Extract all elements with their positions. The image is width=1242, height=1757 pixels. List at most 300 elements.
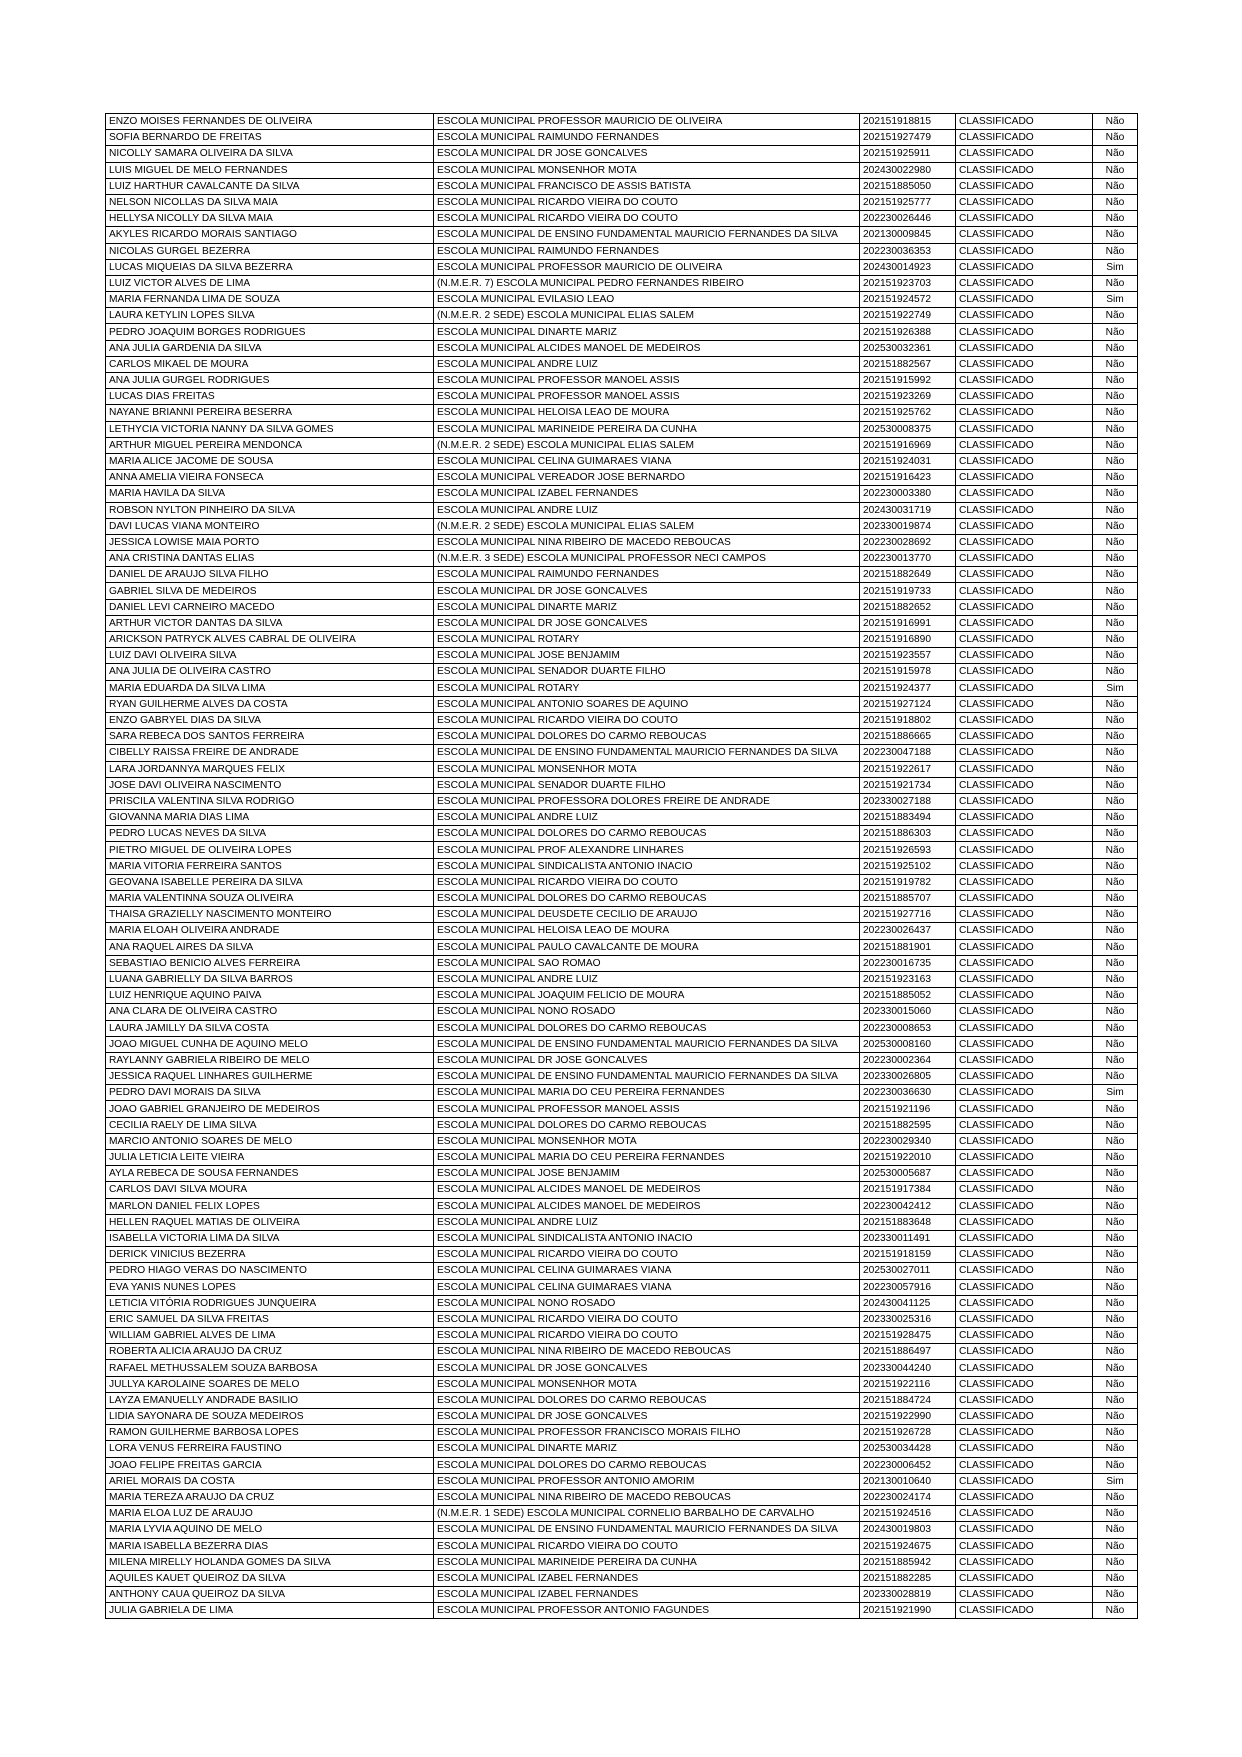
flag-cell: Não xyxy=(1093,615,1138,631)
flag-cell: Não xyxy=(1093,1295,1138,1311)
flag-cell: Não xyxy=(1093,664,1138,680)
table-row xyxy=(106,1360,1138,1376)
student-name-cell: MARIA TEREZA ARAUJO DA CRUZ xyxy=(106,1489,434,1505)
flag-cell: Não xyxy=(1093,130,1138,146)
status-cell: CLASSIFICADO xyxy=(956,194,1093,210)
flag-cell: Não xyxy=(1093,1506,1138,1522)
registration-number-cell: 202151886303 xyxy=(860,826,956,842)
student-name-cell: ROBSON NYLTON PINHEIRO DA SILVA xyxy=(106,502,434,518)
school-name-cell: ESCOLA MUNICIPAL VEREADOR JOSE BERNARDO xyxy=(434,470,860,486)
student-name-cell: ENZO GABRYEL DIAS DA SILVA xyxy=(106,712,434,728)
flag-cell: Não xyxy=(1093,1344,1138,1360)
registration-number-cell: 202151918802 xyxy=(860,712,956,728)
registration-number-cell: 202330026805 xyxy=(860,1069,956,1085)
registration-number-cell: 202230013770 xyxy=(860,551,956,567)
registration-number-cell: 202230042412 xyxy=(860,1198,956,1214)
student-name-cell: LUIZ HARTHUR CAVALCANTE DA SILVA xyxy=(106,178,434,194)
student-name-cell: PEDRO DAVI MORAIS DA SILVA xyxy=(106,1085,434,1101)
table-row xyxy=(106,194,1138,210)
status-cell: CLASSIFICADO xyxy=(956,502,1093,518)
school-name-cell: (N.M.E.R. 3 SEDE) ESCOLA MUNICIPAL PROFESSOR NECI CAMPOS xyxy=(434,551,860,567)
status-cell: CLASSIFICADO xyxy=(956,826,1093,842)
flag-cell: Não xyxy=(1093,1376,1138,1392)
school-name-cell: ESCOLA MUNICIPAL IZABEL FERNANDES xyxy=(434,486,860,502)
status-cell: CLASSIFICADO xyxy=(956,114,1093,130)
school-name-cell: ESCOLA MUNICIPAL MARIA DO CEU PEREIRA FERNANDES xyxy=(434,1150,860,1166)
status-cell: CLASSIFICADO xyxy=(956,1263,1093,1279)
student-name-cell: SOFIA BERNARDO DE FREITAS xyxy=(106,130,434,146)
student-name-cell: HELLEN RAQUEL MATIAS DE OLIVEIRA xyxy=(106,1214,434,1230)
registration-number-cell: 202151919782 xyxy=(860,874,956,890)
status-cell: CLASSIFICADO xyxy=(956,858,1093,874)
school-name-cell: ESCOLA MUNICIPAL DOLORES DO CARMO REBOUCAS xyxy=(434,1117,860,1133)
student-name-cell: LUIS MIGUEL DE MELO FERNANDES xyxy=(106,162,434,178)
table-row xyxy=(106,583,1138,599)
flag-cell: Não xyxy=(1093,1425,1138,1441)
school-name-cell: ESCOLA MUNICIPAL DEUSDETE CECILIO DE ARAUJO xyxy=(434,907,860,923)
flag-cell: Não xyxy=(1093,1328,1138,1344)
flag-cell: Não xyxy=(1093,308,1138,324)
registration-number-cell: 202430031719 xyxy=(860,502,956,518)
status-cell: CLASSIFICADO xyxy=(956,1133,1093,1149)
student-name-cell: JOAO MIGUEL CUNHA DE AQUINO MELO xyxy=(106,1036,434,1052)
status-cell: CLASSIFICADO xyxy=(956,712,1093,728)
status-cell: CLASSIFICADO xyxy=(956,891,1093,907)
status-cell: CLASSIFICADO xyxy=(956,1344,1093,1360)
student-name-cell: MARIA ELOA LUZ DE ARAUJO xyxy=(106,1506,434,1522)
flag-cell: Não xyxy=(1093,971,1138,987)
school-name-cell: ESCOLA MUNICIPAL RAIMUNDO FERNANDES xyxy=(434,243,860,259)
table-row xyxy=(106,567,1138,583)
school-name-cell: ESCOLA MUNICIPAL IZABEL FERNANDES xyxy=(434,1587,860,1603)
school-name-cell: ESCOLA MUNICIPAL JOAQUIM FELICIO DE MOURA xyxy=(434,988,860,1004)
status-cell: CLASSIFICADO xyxy=(956,1425,1093,1441)
registration-number-cell: 202151915978 xyxy=(860,664,956,680)
school-name-cell: (N.M.E.R. 2 SEDE) ESCOLA MUNICIPAL ELIAS SALEM xyxy=(434,308,860,324)
student-name-cell: ARTHUR MIGUEL PEREIRA MENDONCA xyxy=(106,437,434,453)
registration-number-cell: 202151927124 xyxy=(860,696,956,712)
student-name-cell: THAISA GRAZIELLY NASCIMENTO MONTEIRO xyxy=(106,907,434,923)
flag-cell: Não xyxy=(1093,955,1138,971)
registration-number-cell: 202151926728 xyxy=(860,1425,956,1441)
school-name-cell: ESCOLA MUNICIPAL MONSENHOR MOTA xyxy=(434,1133,860,1149)
flag-cell: Não xyxy=(1093,1247,1138,1263)
table-row xyxy=(106,1052,1138,1068)
school-name-cell: ESCOLA MUNICIPAL MARIA DO CEU PEREIRA FERNANDES xyxy=(434,1085,860,1101)
table-row xyxy=(106,405,1138,421)
student-name-cell: PIETRO MIGUEL DE OLIVEIRA LOPES xyxy=(106,842,434,858)
flag-cell: Não xyxy=(1093,1522,1138,1538)
student-name-cell: LAYZA EMANUELLY ANDRADE BASILIO xyxy=(106,1392,434,1408)
status-cell: CLASSIFICADO xyxy=(956,1214,1093,1230)
student-name-cell: CARLOS MIKAEL DE MOURA xyxy=(106,356,434,372)
status-cell: CLASSIFICADO xyxy=(956,793,1093,809)
flag-cell: Não xyxy=(1093,1603,1138,1619)
flag-cell: Não xyxy=(1093,1570,1138,1586)
registration-number-cell: 202151927479 xyxy=(860,130,956,146)
student-name-cell: ARIEL MORAIS DA COSTA xyxy=(106,1473,434,1489)
table-row xyxy=(106,729,1138,745)
registration-number-cell: 202151883648 xyxy=(860,1214,956,1230)
table-row xyxy=(106,874,1138,890)
status-cell: CLASSIFICADO xyxy=(956,324,1093,340)
flag-cell: Sim xyxy=(1093,680,1138,696)
flag-cell: Não xyxy=(1093,810,1138,826)
status-cell: CLASSIFICADO xyxy=(956,680,1093,696)
status-cell: CLASSIFICADO xyxy=(956,1150,1093,1166)
school-name-cell: (N.M.E.R. 7) ESCOLA MUNICIPAL PEDRO FERNANDES RIBEIRO xyxy=(434,275,860,291)
status-cell: CLASSIFICADO xyxy=(956,130,1093,146)
table-row xyxy=(106,826,1138,842)
registration-number-cell: 202151884724 xyxy=(860,1392,956,1408)
student-name-cell: EVA YANIS NUNES LOPES xyxy=(106,1279,434,1295)
school-name-cell: ESCOLA MUNICIPAL JOSE BENJAMIM xyxy=(434,648,860,664)
flag-cell: Não xyxy=(1093,437,1138,453)
school-name-cell: ESCOLA MUNICIPAL PROFESSOR MAURICIO DE OLIVEIRA xyxy=(434,259,860,275)
school-name-cell: ESCOLA MUNICIPAL ANDRE LUIZ xyxy=(434,1214,860,1230)
school-name-cell: ESCOLA MUNICIPAL NINA RIBEIRO DE MACEDO REBOUCAS xyxy=(434,534,860,550)
table-row xyxy=(106,1295,1138,1311)
school-name-cell: ESCOLA MUNICIPAL HELOISA LEAO DE MOURA xyxy=(434,405,860,421)
registration-number-cell: 202230016735 xyxy=(860,955,956,971)
flag-cell: Não xyxy=(1093,1069,1138,1085)
table-row xyxy=(106,437,1138,453)
status-cell: CLASSIFICADO xyxy=(956,1376,1093,1392)
registration-number-cell: 202151924675 xyxy=(860,1538,956,1554)
registration-number-cell: 202330025316 xyxy=(860,1311,956,1327)
school-name-cell: ESCOLA MUNICIPAL DOLORES DO CARMO REBOUCAS xyxy=(434,826,860,842)
table-row xyxy=(106,971,1138,987)
school-name-cell: ESCOLA MUNICIPAL FRANCISCO DE ASSIS BATISTA xyxy=(434,178,860,194)
student-name-cell: ARTHUR VICTOR DANTAS DA SILVA xyxy=(106,615,434,631)
student-name-cell: CARLOS DAVI SILVA MOURA xyxy=(106,1182,434,1198)
status-cell: CLASSIFICADO xyxy=(956,1052,1093,1068)
school-name-cell: ESCOLA MUNICIPAL CELINA GUIMARAES VIANA xyxy=(434,1279,860,1295)
registration-number-cell: 202230026437 xyxy=(860,923,956,939)
flag-cell: Não xyxy=(1093,777,1138,793)
registration-number-cell: 202230006452 xyxy=(860,1457,956,1473)
status-cell: CLASSIFICADO xyxy=(956,1069,1093,1085)
registration-number-cell: 202330019874 xyxy=(860,518,956,534)
registration-number-cell: 202530032361 xyxy=(860,340,956,356)
table-row xyxy=(106,453,1138,469)
flag-cell: Não xyxy=(1093,453,1138,469)
registration-number-cell: 202430014923 xyxy=(860,259,956,275)
flag-cell: Não xyxy=(1093,583,1138,599)
flag-cell: Não xyxy=(1093,373,1138,389)
student-name-cell: ANA CRISTINA DANTAS ELIAS xyxy=(106,551,434,567)
registration-number-cell: 202151882652 xyxy=(860,599,956,615)
registration-number-cell: 202151922116 xyxy=(860,1376,956,1392)
table-row xyxy=(106,146,1138,162)
student-name-cell: ROBERTA ALICIA ARAUJO DA CRUZ xyxy=(106,1344,434,1360)
registration-number-cell: 202530005687 xyxy=(860,1166,956,1182)
status-cell: CLASSIFICADO xyxy=(956,939,1093,955)
school-name-cell: ESCOLA MUNICIPAL SENADOR DUARTE FILHO xyxy=(434,777,860,793)
registration-number-cell: 202151886497 xyxy=(860,1344,956,1360)
status-cell: CLASSIFICADO xyxy=(956,1360,1093,1376)
table-row xyxy=(106,1182,1138,1198)
school-name-cell: ESCOLA MUNICIPAL RAIMUNDO FERNANDES xyxy=(434,130,860,146)
status-cell: CLASSIFICADO xyxy=(956,1441,1093,1457)
status-cell: CLASSIFICADO xyxy=(956,486,1093,502)
student-name-cell: DANIEL DE ARAUJO SILVA FILHO xyxy=(106,567,434,583)
registration-number-cell: 202151927716 xyxy=(860,907,956,923)
table-row xyxy=(106,534,1138,550)
registration-number-cell: 202230024174 xyxy=(860,1489,956,1505)
school-name-cell: ESCOLA MUNICIPAL DR JOSE GONCALVES xyxy=(434,1409,860,1425)
table-row xyxy=(106,988,1138,1004)
flag-cell: Não xyxy=(1093,1198,1138,1214)
status-cell: CLASSIFICADO xyxy=(956,453,1093,469)
table-row xyxy=(106,1263,1138,1279)
registration-number-cell: 202151886665 xyxy=(860,729,956,745)
student-name-cell: LUIZ HENRIQUE AQUINO PAIVA xyxy=(106,988,434,1004)
school-name-cell: ESCOLA MUNICIPAL DR JOSE GONCALVES xyxy=(434,1052,860,1068)
flag-cell: Não xyxy=(1093,793,1138,809)
flag-cell: Não xyxy=(1093,1020,1138,1036)
school-name-cell: ESCOLA MUNICIPAL DINARTE MARIZ xyxy=(434,1441,860,1457)
school-name-cell: ESCOLA MUNICIPAL JOSE BENJAMIM xyxy=(434,1166,860,1182)
status-cell: CLASSIFICADO xyxy=(956,1587,1093,1603)
status-cell: CLASSIFICADO xyxy=(956,1473,1093,1489)
student-name-cell: ANA JULIA GURGEL RODRIGUES xyxy=(106,373,434,389)
student-name-cell: JULIA GABRIELA DE LIMA xyxy=(106,1603,434,1619)
school-name-cell: ESCOLA MUNICIPAL ANDRE LUIZ xyxy=(434,810,860,826)
registration-number-cell: 202430019803 xyxy=(860,1522,956,1538)
status-cell: CLASSIFICADO xyxy=(956,810,1093,826)
table-row xyxy=(106,243,1138,259)
table-row xyxy=(106,1344,1138,1360)
school-name-cell: ESCOLA MUNICIPAL NINA RIBEIRO DE MACEDO REBOUCAS xyxy=(434,1344,860,1360)
student-name-cell: LETICIA VITÓRIA RODRIGUES JUNQUEIRA xyxy=(106,1295,434,1311)
table-row xyxy=(106,1376,1138,1392)
student-name-cell: MARIA VITORIA FERREIRA SANTOS xyxy=(106,858,434,874)
flag-cell: Não xyxy=(1093,939,1138,955)
status-cell: CLASSIFICADO xyxy=(956,259,1093,275)
status-cell: CLASSIFICADO xyxy=(956,1085,1093,1101)
status-cell: CLASSIFICADO xyxy=(956,1311,1093,1327)
school-name-cell: ESCOLA MUNICIPAL RICARDO VIEIRA DO COUTO xyxy=(434,874,860,890)
student-name-cell: ANA JULIA GARDENIA DA SILVA xyxy=(106,340,434,356)
registration-number-cell: 202430022980 xyxy=(860,162,956,178)
table-row xyxy=(106,1230,1138,1246)
status-cell: CLASSIFICADO xyxy=(956,162,1093,178)
flag-cell: Não xyxy=(1093,518,1138,534)
table-row xyxy=(106,1214,1138,1230)
status-cell: CLASSIFICADO xyxy=(956,405,1093,421)
table-row xyxy=(106,955,1138,971)
status-cell: CLASSIFICADO xyxy=(956,1328,1093,1344)
status-cell: CLASSIFICADO xyxy=(956,696,1093,712)
status-cell: CLASSIFICADO xyxy=(956,1182,1093,1198)
student-name-cell: JOAO FELIPE FREITAS GARCIA xyxy=(106,1457,434,1473)
table-row xyxy=(106,761,1138,777)
status-cell: CLASSIFICADO xyxy=(956,1538,1093,1554)
student-name-cell: ANA JULIA DE OLIVEIRA CASTRO xyxy=(106,664,434,680)
school-name-cell: ESCOLA MUNICIPAL DE ENSINO FUNDAMENTAL MAURICIO FERNANDES DA SILVA xyxy=(434,1522,860,1538)
status-cell: CLASSIFICADO xyxy=(956,648,1093,664)
registration-number-cell: 202151924572 xyxy=(860,292,956,308)
status-cell: CLASSIFICADO xyxy=(956,308,1093,324)
student-name-cell: MARIA VALENTINNA SOUZA OLIVEIRA xyxy=(106,891,434,907)
school-name-cell: ESCOLA MUNICIPAL DOLORES DO CARMO REBOUCAS xyxy=(434,891,860,907)
student-name-cell: JULIA LETICIA LEITE VIEIRA xyxy=(106,1150,434,1166)
table-row xyxy=(106,356,1138,372)
flag-cell: Não xyxy=(1093,114,1138,130)
table-row xyxy=(106,292,1138,308)
student-name-cell: LAURA KETYLIN LOPES SILVA xyxy=(106,308,434,324)
registration-number-cell: 202530008160 xyxy=(860,1036,956,1052)
status-cell: CLASSIFICADO xyxy=(956,842,1093,858)
table-row xyxy=(106,1473,1138,1489)
student-name-cell: ISABELLA VICTORIA LIMA DA SILVA xyxy=(106,1230,434,1246)
student-name-cell: ENZO MOISES FERNANDES DE OLIVEIRA xyxy=(106,114,434,130)
school-name-cell: ESCOLA MUNICIPAL RICARDO VIEIRA DO COUTO xyxy=(434,1328,860,1344)
school-name-cell: ESCOLA MUNICIPAL PROF ALEXANDRE LINHARES xyxy=(434,842,860,858)
school-name-cell: ESCOLA MUNICIPAL ALCIDES MANOEL DE MEDEIROS xyxy=(434,340,860,356)
flag-cell: Não xyxy=(1093,227,1138,243)
registration-number-cell: 202330027188 xyxy=(860,793,956,809)
status-cell: CLASSIFICADO xyxy=(956,923,1093,939)
table-row xyxy=(106,130,1138,146)
table-body xyxy=(106,114,1138,1619)
table-row xyxy=(106,907,1138,923)
flag-cell: Não xyxy=(1093,1133,1138,1149)
status-cell: CLASSIFICADO xyxy=(956,551,1093,567)
flag-cell: Não xyxy=(1093,534,1138,550)
status-cell: CLASSIFICADO xyxy=(956,211,1093,227)
table-row xyxy=(106,1311,1138,1327)
flag-cell: Não xyxy=(1093,211,1138,227)
student-name-cell: MARLON DANIEL FELIX LOPES xyxy=(106,1198,434,1214)
status-cell: CLASSIFICADO xyxy=(956,615,1093,631)
registration-number-cell: 202151919733 xyxy=(860,583,956,599)
school-name-cell: ESCOLA MUNICIPAL PROFESSOR MANOEL ASSIS xyxy=(434,373,860,389)
flag-cell: Não xyxy=(1093,1554,1138,1570)
school-name-cell: ESCOLA MUNICIPAL NONO ROSADO xyxy=(434,1004,860,1020)
table-row xyxy=(106,939,1138,955)
flag-cell: Não xyxy=(1093,874,1138,890)
school-name-cell: ESCOLA MUNICIPAL NONO ROSADO xyxy=(434,1295,860,1311)
student-name-cell: LUCAS MIQUEIAS DA SILVA BEZERRA xyxy=(106,259,434,275)
status-cell: CLASSIFICADO xyxy=(956,1247,1093,1263)
student-name-cell: RAYLANNY GABRIELA RIBEIRO DE MELO xyxy=(106,1052,434,1068)
student-name-cell: GIOVANNA MARIA DIAS LIMA xyxy=(106,810,434,826)
registration-number-cell: 202151917384 xyxy=(860,1182,956,1198)
student-name-cell: NICOLLY SAMARA OLIVEIRA DA SILVA xyxy=(106,146,434,162)
flag-cell: Não xyxy=(1093,502,1138,518)
school-name-cell: ESCOLA MUNICIPAL RICARDO VIEIRA DO COUTO xyxy=(434,1311,860,1327)
registration-number-cell: 202330015060 xyxy=(860,1004,956,1020)
flag-cell: Não xyxy=(1093,194,1138,210)
status-cell: CLASSIFICADO xyxy=(956,583,1093,599)
status-cell: CLASSIFICADO xyxy=(956,437,1093,453)
table-row xyxy=(106,1020,1138,1036)
table-row xyxy=(106,324,1138,340)
flag-cell: Não xyxy=(1093,1182,1138,1198)
flag-cell: Não xyxy=(1093,486,1138,502)
registration-number-cell: 202230008653 xyxy=(860,1020,956,1036)
school-name-cell: ESCOLA MUNICIPAL PROFESSOR MANOEL ASSIS xyxy=(434,1101,860,1117)
registration-number-cell: 202330044240 xyxy=(860,1360,956,1376)
school-name-cell: ESCOLA MUNICIPAL DR JOSE GONCALVES xyxy=(434,583,860,599)
registration-number-cell: 202151923703 xyxy=(860,275,956,291)
flag-cell: Não xyxy=(1093,146,1138,162)
registration-number-cell: 202151924377 xyxy=(860,680,956,696)
student-name-cell: ANNA AMELIA VIEIRA FONSECA xyxy=(106,470,434,486)
table-row xyxy=(106,1247,1138,1263)
student-name-cell: RYAN GUILHERME ALVES DA COSTA xyxy=(106,696,434,712)
school-name-cell: ESCOLA MUNICIPAL MONSENHOR MOTA xyxy=(434,162,860,178)
registration-number-cell: 202151916969 xyxy=(860,437,956,453)
flag-cell: Não xyxy=(1093,470,1138,486)
flag-cell: Não xyxy=(1093,1263,1138,1279)
table-row xyxy=(106,421,1138,437)
registration-number-cell: 202330011491 xyxy=(860,1230,956,1246)
status-cell: CLASSIFICADO xyxy=(956,1603,1093,1619)
student-name-cell: ARICKSON PATRYCK ALVES CABRAL DE OLIVEIRA xyxy=(106,632,434,648)
school-name-cell: ESCOLA MUNICIPAL SAO ROMAO xyxy=(434,955,860,971)
school-name-cell: ESCOLA MUNICIPAL DINARTE MARIZ xyxy=(434,599,860,615)
status-cell: CLASSIFICADO xyxy=(956,988,1093,1004)
status-cell: CLASSIFICADO xyxy=(956,1004,1093,1020)
school-name-cell: ESCOLA MUNICIPAL PROFESSORA DOLORES FREIRE DE ANDRADE xyxy=(434,793,860,809)
flag-cell: Não xyxy=(1093,1004,1138,1020)
flag-cell: Não xyxy=(1093,842,1138,858)
table-row xyxy=(106,793,1138,809)
flag-cell: Não xyxy=(1093,761,1138,777)
table-row xyxy=(106,308,1138,324)
table-row xyxy=(106,1069,1138,1085)
school-name-cell: ESCOLA MUNICIPAL MONSENHOR MOTA xyxy=(434,1376,860,1392)
status-cell: CLASSIFICADO xyxy=(956,664,1093,680)
registration-number-cell: 202530008375 xyxy=(860,421,956,437)
student-name-cell: MARIA HAVILA DA SILVA xyxy=(106,486,434,502)
table-row xyxy=(106,1587,1138,1603)
status-cell: CLASSIFICADO xyxy=(956,178,1093,194)
status-cell: CLASSIFICADO xyxy=(956,1117,1093,1133)
registration-number-cell: 202130010640 xyxy=(860,1473,956,1489)
status-cell: CLASSIFICADO xyxy=(956,1409,1093,1425)
student-name-cell: ANA CLARA DE OLIVEIRA CASTRO xyxy=(106,1004,434,1020)
status-cell: CLASSIFICADO xyxy=(956,971,1093,987)
table-row xyxy=(106,178,1138,194)
table-row xyxy=(106,599,1138,615)
student-name-cell: HELLYSA NICOLLY DA SILVA MAIA xyxy=(106,211,434,227)
status-cell: CLASSIFICADO xyxy=(956,1020,1093,1036)
table-row xyxy=(106,1150,1138,1166)
table-row xyxy=(106,1166,1138,1182)
table-row xyxy=(106,1570,1138,1586)
flag-cell: Não xyxy=(1093,340,1138,356)
status-cell: CLASSIFICADO xyxy=(956,1554,1093,1570)
school-name-cell: ESCOLA MUNICIPAL HELOISA LEAO DE MOURA xyxy=(434,923,860,939)
registration-number-cell: 202151918815 xyxy=(860,114,956,130)
table-row xyxy=(106,923,1138,939)
table-row xyxy=(106,1036,1138,1052)
status-cell: CLASSIFICADO xyxy=(956,1506,1093,1522)
status-cell: CLASSIFICADO xyxy=(956,1489,1093,1505)
school-name-cell: ESCOLA MUNICIPAL SENADOR DUARTE FILHO xyxy=(434,664,860,680)
registration-number-cell: 202151924031 xyxy=(860,453,956,469)
flag-cell: Não xyxy=(1093,1538,1138,1554)
table-row xyxy=(106,227,1138,243)
flag-cell: Não xyxy=(1093,858,1138,874)
flag-cell: Não xyxy=(1093,1101,1138,1117)
student-name-cell: NAYANE BRIANNI PEREIRA BESERRA xyxy=(106,405,434,421)
school-name-cell: ESCOLA MUNICIPAL RICARDO VIEIRA DO COUTO xyxy=(434,194,860,210)
